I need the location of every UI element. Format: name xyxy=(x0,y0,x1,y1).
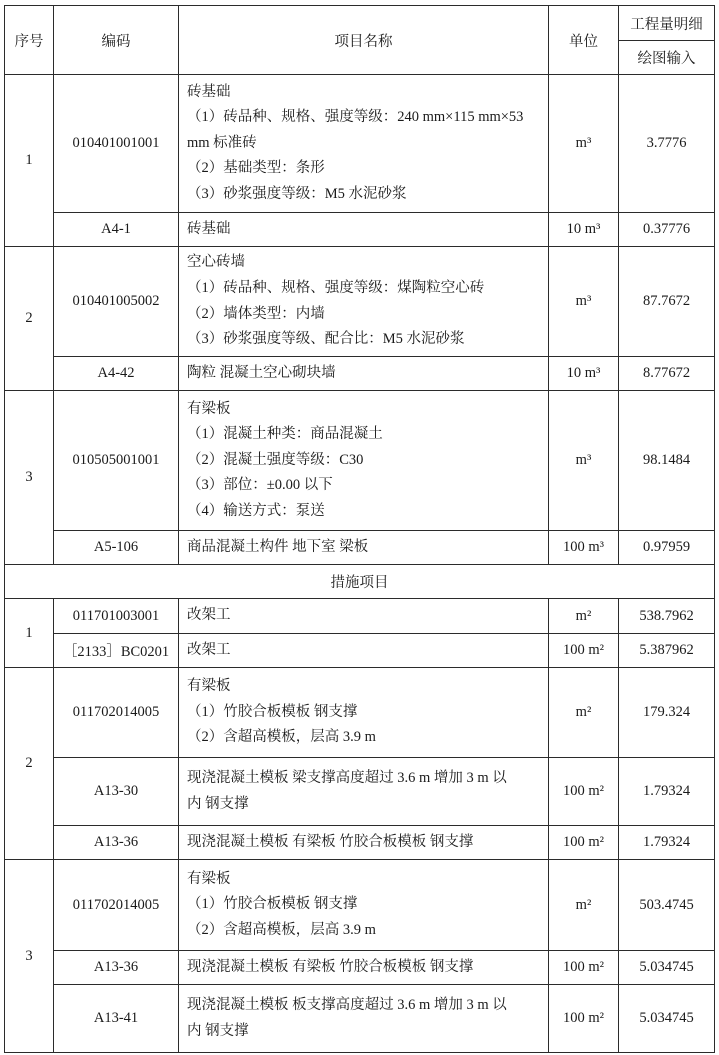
code-cell: 010401005002 xyxy=(54,247,179,357)
quantity-cell: 8.77672 xyxy=(619,357,715,391)
table-row xyxy=(5,826,715,860)
unit-cell: 10 m³ xyxy=(549,213,619,247)
item-name-cell xyxy=(179,758,549,826)
code-cell: A4-1 xyxy=(54,213,179,247)
item-name-line: （3）砂浆强度等级、配合比：M5 水泥砂浆 xyxy=(187,331,465,348)
seq-cell: 3 xyxy=(5,391,54,565)
unit-cell: m² xyxy=(549,599,619,634)
item-name-line: mm 标准砖 xyxy=(187,134,257,151)
quantity-cell: 87.7672 xyxy=(619,247,715,357)
seq-cell: 1 xyxy=(5,75,54,247)
code-cell: 011701003001 xyxy=(54,599,179,634)
item-name-line: （2）基础类型：条形 xyxy=(187,160,325,177)
quantity-cell: 5.034745 xyxy=(619,985,715,1053)
quantity-cell: 5.387962 xyxy=(619,634,715,668)
item-name-line: （1）砖品种、规格、强度等级：煤陶粒空心砖 xyxy=(187,279,485,296)
item-name-line: 现浇混凝土模板 有梁板 竹胶合板模板 钢支撑 xyxy=(187,833,474,850)
table-row xyxy=(5,531,715,565)
quantity-cell: 1.79324 xyxy=(619,758,715,826)
item-name-cell xyxy=(179,599,549,634)
item-name-line: 砖基础 xyxy=(187,83,231,100)
item-name-line: （1）竹胶合板模板 钢支撑 xyxy=(187,896,358,913)
unit-cell: 100 m² xyxy=(549,985,619,1053)
unit-cell: 100 m² xyxy=(549,826,619,860)
quantity-cell: 98.1484 xyxy=(619,391,715,531)
code-cell: A13-36 xyxy=(54,951,179,985)
item-name-cell xyxy=(179,634,549,668)
quantity-cell: 5.034745 xyxy=(619,951,715,985)
quantity-cell: 1.79324 xyxy=(619,826,715,860)
item-name-line: 有梁板 xyxy=(187,400,231,417)
unit-cell: m² xyxy=(549,668,619,758)
item-name-cell xyxy=(179,826,549,860)
unit-cell: 100 m² xyxy=(549,758,619,826)
item-name-line: （3）砂浆强度等级：M5 水泥砂浆 xyxy=(187,185,407,202)
code-cell: A5-106 xyxy=(54,531,179,565)
unit-cell: m³ xyxy=(549,75,619,213)
quantity-cell: 0.97959 xyxy=(619,531,715,565)
table-row xyxy=(5,985,715,1053)
item-name-line: 砖基础 xyxy=(187,220,231,237)
item-name-line: （2）墙体类型：内墙 xyxy=(187,305,325,322)
item-name-line: 有梁板 xyxy=(187,870,231,887)
header-quantity-sub: 绘图输入 xyxy=(619,41,715,75)
table-row xyxy=(5,391,715,531)
unit-cell: 10 m³ xyxy=(549,357,619,391)
item-name-cell xyxy=(179,213,549,247)
item-name-cell xyxy=(179,860,549,951)
item-name-cell xyxy=(179,247,549,357)
header-code: 编码 xyxy=(54,6,179,75)
item-name-cell xyxy=(179,531,549,565)
quantity-cell: 0.37776 xyxy=(619,213,715,247)
unit-cell: 100 m² xyxy=(549,951,619,985)
unit-cell: 100 m³ xyxy=(549,531,619,565)
code-cell: 010401001001 xyxy=(54,75,179,213)
item-name-line: 改架工 xyxy=(187,641,231,658)
item-name-cell xyxy=(179,951,549,985)
quantity-cell: 503.4745 xyxy=(619,860,715,951)
seq-cell: 2 xyxy=(5,668,54,860)
item-name-line: 有梁板 xyxy=(187,678,231,695)
table-row xyxy=(5,758,715,826)
code-cell: A13-36 xyxy=(54,826,179,860)
item-name-cell xyxy=(179,668,549,758)
item-name-cell xyxy=(179,357,549,391)
code-cell: A13-30 xyxy=(54,758,179,826)
table-row xyxy=(5,213,715,247)
item-name-cell xyxy=(179,985,549,1053)
unit-cell: m³ xyxy=(549,391,619,531)
section-title: 措施项目 xyxy=(5,565,715,599)
item-name-line: 商品混凝土构件 地下室 梁板 xyxy=(187,538,369,555)
table-row xyxy=(5,599,715,634)
code-cell: A13-41 xyxy=(54,985,179,1053)
header-quantity-group: 工程量明细 xyxy=(619,6,715,41)
item-name-line: 现浇混凝土模板 有梁板 竹胶合板模板 钢支撑 xyxy=(187,958,474,975)
item-name-line: （1）竹胶合板模板 钢支撑 xyxy=(187,703,358,720)
item-name-line: 内 钢支撑 xyxy=(187,795,249,812)
unit-cell: 100 m² xyxy=(549,634,619,668)
seq-cell: 3 xyxy=(5,860,54,1053)
item-name-line: （2）含超高模板，层高 3.9 m xyxy=(187,921,376,938)
code-cell: 011702014005 xyxy=(54,668,179,758)
seq-cell: 1 xyxy=(5,599,54,668)
header-seq: 序号 xyxy=(5,6,54,75)
item-name-line: 空心砖墙 xyxy=(187,254,245,271)
item-name-line: 陶粒 混凝土空心砌块墙 xyxy=(187,364,336,381)
header-item-name: 项目名称 xyxy=(179,6,549,75)
item-name-cell xyxy=(179,391,549,531)
code-cell: 010505001001 xyxy=(54,391,179,531)
item-name-line: （3）部位：±0.00 以下 xyxy=(187,477,333,494)
code-cell: ［2133］BC0201 xyxy=(54,634,179,668)
item-name-line: 现浇混凝土模板 板支撑高度超过 3.6 m 增加 3 m 以 xyxy=(187,996,507,1013)
header-row xyxy=(5,6,715,41)
table-row xyxy=(5,951,715,985)
table-row xyxy=(5,357,715,391)
code-cell: 011702014005 xyxy=(54,860,179,951)
unit-cell: m² xyxy=(549,860,619,951)
item-name-line: （1）砖品种、规格、强度等级：240 mm×115 mm×53 xyxy=(187,109,524,126)
item-name-line: （2）含超高模板，层高 3.9 m xyxy=(187,729,376,746)
quantity-cell: 538.7962 xyxy=(619,599,715,634)
quantity-cell: 179.324 xyxy=(619,668,715,758)
item-name-line: （1）混凝土种类：商品混凝土 xyxy=(187,426,383,443)
table-row xyxy=(5,247,715,357)
item-name-line: （2）混凝土强度等级：C30 xyxy=(187,451,364,468)
table-row xyxy=(5,668,715,758)
table-row xyxy=(5,634,715,668)
table-row xyxy=(5,75,715,213)
item-name-line: （4）输送方式：泵送 xyxy=(187,502,325,519)
quantity-table xyxy=(4,5,715,1053)
header-unit: 单位 xyxy=(549,6,619,75)
unit-cell: m³ xyxy=(549,247,619,357)
item-name-line: 内 钢支撑 xyxy=(187,1022,249,1039)
section-row xyxy=(5,565,715,599)
item-name-line: 现浇混凝土模板 梁支撑高度超过 3.6 m 增加 3 m 以 xyxy=(187,769,507,786)
seq-cell: 2 xyxy=(5,247,54,391)
item-name-line: 改架工 xyxy=(187,607,231,624)
quantity-cell: 3.7776 xyxy=(619,75,715,213)
table-row xyxy=(5,860,715,951)
item-name-cell xyxy=(179,75,549,213)
code-cell: A4-42 xyxy=(54,357,179,391)
